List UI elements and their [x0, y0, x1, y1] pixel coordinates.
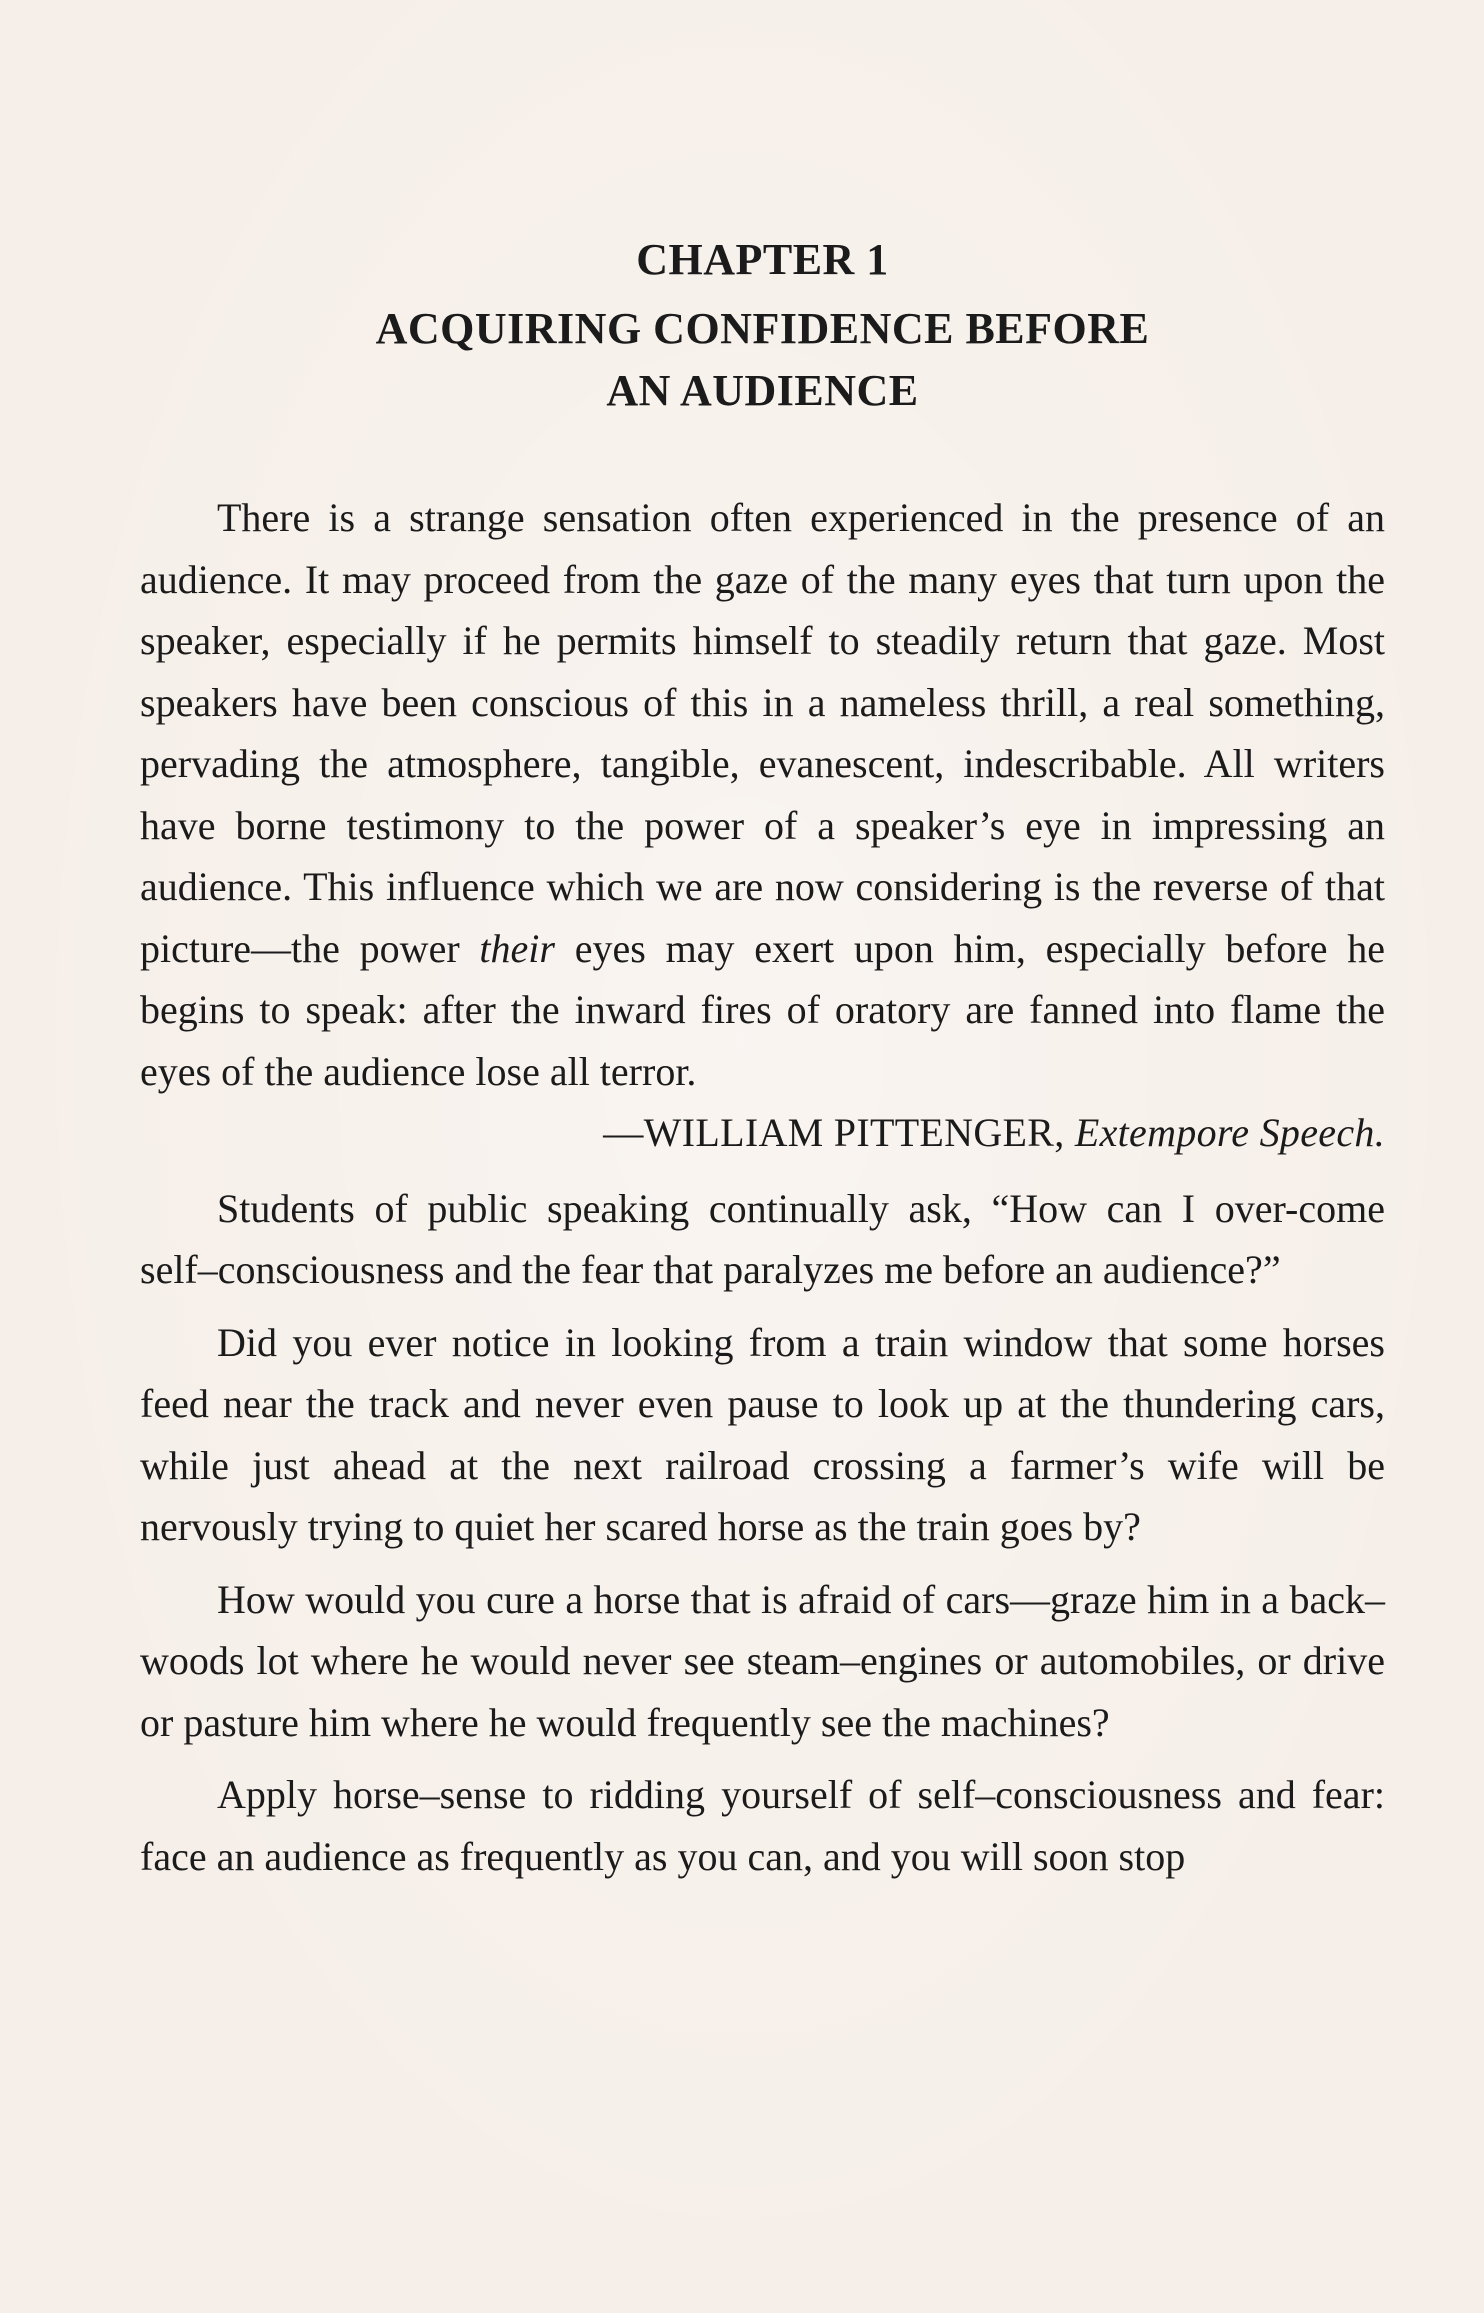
- epigraph: [140, 487, 1385, 1164]
- chapter-title-line-1: ACQUIRING CONFIDENCE BEFORE: [375, 304, 1150, 353]
- body-paragraph: Did you ever notice in looking from a train window that some horses feed near the track and never even pause to look up at the thundering cars, while just ahead at the next railroad crossing a farmer’s wife will be nervously trying to quiet her scared horse as the train goes by?: [140, 1319, 1385, 1549]
- epigraph-text-start: There is a strange sensation often experienced in the presence of an audience. It may proceed from the gaze of the many eyes that turn upon the speaker, especially if he permits himself to steadily return that gaze. Most speakers have been conscious of this in a nameless thrill, a real something, pervading the atmosphere, tangible, evanescent, indescribable. All writers have borne testimony to the power of a speaker’s eye in impressing an audience. This influence which we are now considering is the reverse of that picture––the power: [140, 495, 1385, 971]
- body-paragraph: Apply horse–sense to ridding yourself of self–consciousness and fear: face an audience as frequently as you can, and you will soon stop: [140, 1772, 1385, 1879]
- epigraph-text-end: eyes may exert upon him, especially before he begins to speak: after the inward fires of oratory are fanned into flame the eyes of the audience lose all terror.: [140, 925, 1386, 1094]
- attribution-work: Extempore Speech.: [1074, 1110, 1385, 1155]
- text-column: [140, 230, 1385, 1887]
- body-paragraph: Students of public speaking continually ask, “How can I over-come self–consciousness and the fear that paralyzes me before an audience?”: [140, 1185, 1385, 1292]
- epigraph-emphasis: their: [479, 925, 555, 971]
- epigraph-text: [140, 487, 1385, 1102]
- epigraph-attribution: [140, 1102, 1385, 1164]
- chapter-title-line-2: AN AUDIENCE: [606, 366, 919, 415]
- chapter-number: CHAPTER 1: [636, 235, 889, 284]
- chapter-title: [140, 298, 1385, 422]
- body-paragraph: How would you cure a horse that is afraid of cars––graze him in a back–woods lot where he would never see steam–engines or automobiles, or drive or pasture him where he would frequently see the machines?: [140, 1576, 1385, 1745]
- attribution-author: ––WILLIAM PITTENGER,: [603, 1110, 1075, 1155]
- chapter-body: [140, 1178, 1385, 1888]
